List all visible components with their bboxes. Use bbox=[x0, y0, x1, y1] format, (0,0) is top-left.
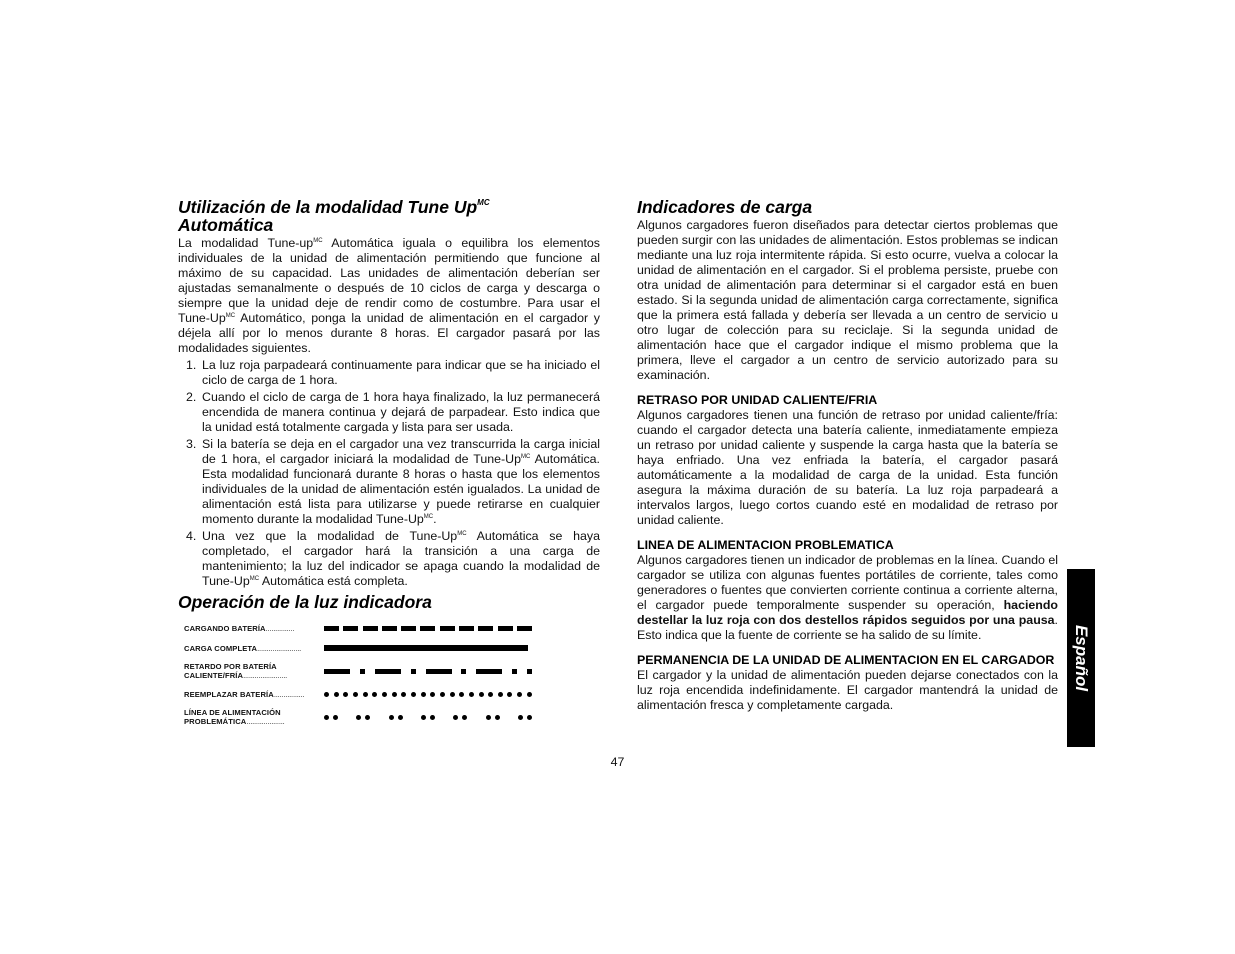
step-sup: MC bbox=[457, 531, 467, 537]
step-sup: MC bbox=[521, 454, 531, 460]
blink-pattern-dash bbox=[324, 623, 532, 633]
legend-leader-dots: ....................... bbox=[243, 671, 288, 680]
charge-indicators-heading: Indicadores de carga bbox=[637, 197, 813, 217]
legend-label bbox=[184, 708, 324, 726]
legend-label-text: CARGA COMPLETA bbox=[184, 643, 258, 653]
problem-line-text-b: . Esto indica que la fuente de corriente se ha salido de su límite. bbox=[637, 613, 1058, 642]
hot-cold-delay-heading: RETRASO POR UNIDAD CALIENTE/FRIA bbox=[637, 393, 878, 407]
step-text: Automática está completa. bbox=[259, 574, 408, 588]
blink-pattern-solid bbox=[324, 643, 532, 653]
page-number: 47 bbox=[610, 755, 625, 769]
tune-up-heading-text-2: Automática bbox=[178, 215, 274, 235]
legend-label bbox=[184, 644, 324, 653]
problem-line-text-a: Algunos cargadores tienen un indicador de problemas en la línea. Cuando el cargador se utiliza con algunas fuentes portátiles de corriente, tales como generadores o fuentes que convierten corriente continua a corriente alterna, el cargador puede temporalmente suspender su operación, bbox=[637, 553, 1058, 612]
legend-leader-dots: ....................... bbox=[257, 643, 302, 653]
problem-line-text bbox=[637, 553, 1058, 643]
language-tab-label: Español bbox=[1072, 624, 1091, 692]
tune-up-heading bbox=[178, 198, 600, 234]
list-item bbox=[178, 390, 600, 435]
problem-line-text-bold: haciendo destellar la luz roja con dos destellos rápidos seguidos por una pausa bbox=[637, 598, 1058, 627]
legend-label bbox=[184, 662, 324, 680]
blink-pattern-hot-cold bbox=[324, 666, 532, 676]
legend-row-charging bbox=[178, 619, 600, 637]
legend-leader-dots: ............... bbox=[265, 623, 295, 633]
list-item bbox=[178, 437, 600, 527]
legend-label-text: LÍNEA DE ALIMENTACIÓN PROBLEMÁTICA bbox=[184, 708, 281, 726]
legend-row-problem-line bbox=[178, 705, 600, 729]
tune-up-steps bbox=[178, 358, 600, 589]
legend-label-text: REEMPLAZAR BATERÍA bbox=[184, 689, 274, 699]
tune-up-heading-text: Utilización de la modalidad Tune Up bbox=[178, 197, 478, 217]
intro-text-2: Automática iguala o equilibra los elementos individuales de la unidad de alimentación permitiendo que funcione al máximo de su capacidad. Las unidades de alimentación deberían ser ajustadas semanalmente o después de 10 ciclos de carga y descarga o siempre que la unidad deje de rendir como de costumbre. Para usar el Tune-Up bbox=[178, 236, 600, 325]
legend-row-replace bbox=[178, 685, 600, 703]
legend-row-hot-cold bbox=[178, 659, 600, 683]
left-column bbox=[178, 198, 600, 731]
step-text: Automática se haya completado, el cargador hará la transición a una carga de mantenimiento; la luz del indicador se apaga cuando la modalidad de Tune-Up bbox=[202, 529, 600, 588]
leave-in-charger-text: El cargador y la unidad de alimentación pueden dejarse conectados con la luz roja encendida indefinidamente. El cargador mantendrá la unidad de alimentación fresca y completamente cargada. bbox=[637, 668, 1058, 712]
legend-leader-dots: ................ bbox=[273, 689, 305, 699]
step-number: 2. bbox=[186, 390, 197, 404]
legend-label bbox=[184, 690, 324, 699]
blink-pattern-pairs bbox=[324, 712, 532, 722]
step-text: Si la batería se deja en el cargador una vez transcurrida la carga inicial de 1 hora, el cargador iniciará la modalidad de Tune-Up bbox=[202, 437, 600, 466]
intro-text-3: Automático, ponga la unidad de alimentación en el cargador y déjela allí por lo menos durante 8 horas. El cargador pasará por las modalidades siguientes. bbox=[178, 311, 600, 355]
hot-cold-delay-text: Algunos cargadores tienen una función de retraso por unidad caliente/fría: cuando el cargador detecta una batería caliente, inmediatamente empieza un retraso por unidad caliente y suspende la carga hasta que la batería se haya enfriado. Una vez enfriada la batería, el cargador pasará automáticamente a la modalidad de carga de la unidad. Esta función asegura la máxima duración de su batería. La luz roja parpadeará a intervalos largos, luego cortos cuando esté en modalidad de retraso por unidad caliente. bbox=[637, 408, 1058, 527]
legend-row-full bbox=[178, 639, 600, 657]
leave-in-charger-heading: PERMANENCIA DE LA UNIDAD DE ALIMENTACION EN EL CARGADOR bbox=[637, 653, 1055, 667]
list-item bbox=[178, 529, 600, 589]
step-number: 1. bbox=[186, 358, 197, 372]
indicator-operation-heading: Operación de la luz indicadora bbox=[178, 592, 432, 612]
charge-indicators-intro: Algunos cargadores fueron diseñados para detectar ciertos problemas que pueden surgir con las unidades de alimentación. Estos problemas se indican mediante una luz roja intermitente rápida. Si esto ocurre, vuelva a colocar la unidad de alimentación en el cargador. Si el problema persiste, pruebe con otra unidad de alimentación para determinar si el cargador está en buen estado. Si la segunda unidad de alimentación carga correctamente, significa que la primera está fallada y debería ser llevada a un centro de servicio u otro lugar de colección para su reciclaje. Si la segunda unidad de alimentación hace que el cargador indique el mismo problema que la primera, lleve el cargador a un centro de servicio autorizado para su examinación. bbox=[637, 218, 1058, 382]
step-text: Una vez que la modalidad de Tune-Up bbox=[202, 529, 458, 543]
legend-leader-dots: .................... bbox=[246, 717, 285, 726]
legend-label-text: RETARDO POR BATERÍA CALIENTE/FRÍA bbox=[184, 662, 277, 680]
legend-label bbox=[184, 624, 324, 633]
step-text: La luz roja parpadeará continuamente para indicar que se ha iniciado el ciclo de carga de 1 hora. bbox=[202, 358, 600, 387]
step-number: 4. bbox=[186, 529, 197, 543]
list-item bbox=[178, 358, 600, 388]
intro-text-1: La modalidad Tune-up bbox=[178, 236, 314, 250]
right-column bbox=[637, 198, 1058, 713]
tune-up-heading-sup: MC bbox=[477, 198, 490, 207]
intro-sup-2: MC bbox=[225, 313, 236, 319]
step-text: Cuando el ciclo de carga de 1 hora haya finalizado, la luz permanecerá encendida de manera continua y dejará de parpadear. Esto indica que la unidad está totalmente cargada y lista para ser usada. bbox=[202, 390, 600, 434]
problem-line-heading: LINEA DE ALIMENTACION PROBLEMATICA bbox=[637, 538, 894, 552]
blink-pattern-dots bbox=[324, 689, 532, 699]
intro-sup-1: MC bbox=[313, 238, 323, 244]
step-number: 3. bbox=[186, 437, 197, 451]
step-text: . bbox=[433, 512, 437, 526]
legend-label-text: CARGANDO BATERÍA bbox=[184, 623, 266, 633]
step-sup: MC bbox=[423, 514, 434, 520]
tune-up-intro bbox=[178, 236, 600, 356]
step-text: Automática. Esta modalidad funcionará durante 8 horas o hasta que los elementos individuales de la unidad de alimentación estén igualados. La unidad de alimentación está lista para utilizarse y puede retirarse en cualquier momento durante la modalidad Tune-Up bbox=[202, 452, 600, 526]
indicator-legend bbox=[178, 619, 600, 729]
step-sup: MC bbox=[249, 576, 260, 582]
language-tab bbox=[1067, 569, 1095, 747]
